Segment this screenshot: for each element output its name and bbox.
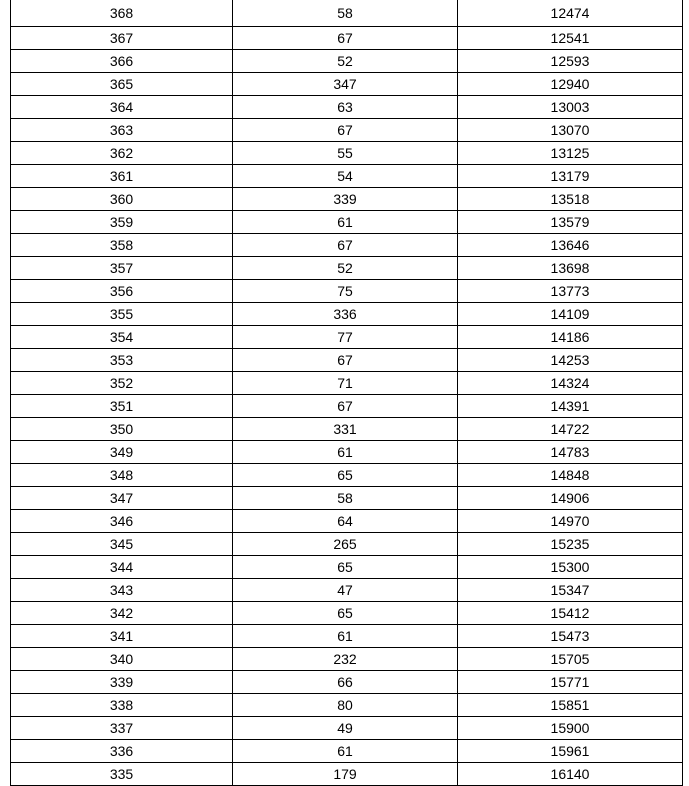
cumulative-cell: 15900 — [458, 717, 683, 740]
table-row — [11, 326, 683, 349]
table-row — [11, 96, 683, 119]
count-cell: 55 — [233, 142, 458, 165]
cumulative-cell: 15412 — [458, 602, 683, 625]
table-row — [11, 694, 683, 717]
cumulative-cell: 14848 — [458, 464, 683, 487]
score-cell: 367 — [11, 27, 233, 50]
count-cell: 61 — [233, 441, 458, 464]
count-cell: 47 — [233, 579, 458, 602]
score-cell: 338 — [11, 694, 233, 717]
table-row — [11, 740, 683, 763]
table-row — [11, 349, 683, 372]
count-cell: 61 — [233, 740, 458, 763]
score-cell: 366 — [11, 50, 233, 73]
table-row — [11, 602, 683, 625]
table-row — [11, 556, 683, 579]
cumulative-cell: 14391 — [458, 395, 683, 418]
cumulative-cell: 14253 — [458, 349, 683, 372]
score-cell: 345 — [11, 533, 233, 556]
cumulative-cell: 13773 — [458, 280, 683, 303]
score-cell: 368 — [11, 0, 233, 27]
score-cell: 355 — [11, 303, 233, 326]
score-cell: 352 — [11, 372, 233, 395]
score-cell: 348 — [11, 464, 233, 487]
cumulative-cell: 15771 — [458, 671, 683, 694]
count-cell: 71 — [233, 372, 458, 395]
cumulative-cell: 15235 — [458, 533, 683, 556]
table-row — [11, 211, 683, 234]
count-cell: 58 — [233, 487, 458, 510]
cumulative-cell: 13579 — [458, 211, 683, 234]
score-cell: 349 — [11, 441, 233, 464]
table-row — [11, 142, 683, 165]
cumulative-cell: 14324 — [458, 372, 683, 395]
cumulative-cell: 15473 — [458, 625, 683, 648]
cumulative-cell: 14109 — [458, 303, 683, 326]
score-cell: 365 — [11, 73, 233, 96]
table-row — [11, 464, 683, 487]
score-cell: 347 — [11, 487, 233, 510]
table-row — [11, 418, 683, 441]
cumulative-cell: 16140 — [458, 763, 683, 786]
cumulative-cell: 13179 — [458, 165, 683, 188]
score-cell: 339 — [11, 671, 233, 694]
cumulative-cell: 14186 — [458, 326, 683, 349]
score-cell: 342 — [11, 602, 233, 625]
score-cell: 358 — [11, 234, 233, 257]
score-cell: 357 — [11, 257, 233, 280]
count-cell: 67 — [233, 234, 458, 257]
count-cell: 265 — [233, 533, 458, 556]
table-row — [11, 441, 683, 464]
count-cell: 65 — [233, 602, 458, 625]
cumulative-cell: 12593 — [458, 50, 683, 73]
count-cell: 52 — [233, 257, 458, 280]
score-cell: 335 — [11, 763, 233, 786]
table-row — [11, 579, 683, 602]
count-cell: 49 — [233, 717, 458, 740]
score-cell: 356 — [11, 280, 233, 303]
score-cell: 351 — [11, 395, 233, 418]
count-cell: 75 — [233, 280, 458, 303]
cumulative-cell: 14722 — [458, 418, 683, 441]
count-cell: 336 — [233, 303, 458, 326]
score-cell: 363 — [11, 119, 233, 142]
cumulative-cell: 13003 — [458, 96, 683, 119]
score-cell: 350 — [11, 418, 233, 441]
cumulative-cell: 14783 — [458, 441, 683, 464]
cumulative-cell: 12940 — [458, 73, 683, 96]
score-cell: 354 — [11, 326, 233, 349]
score-cell: 346 — [11, 510, 233, 533]
cumulative-cell: 13070 — [458, 119, 683, 142]
table-row — [11, 648, 683, 671]
cumulative-cell: 14970 — [458, 510, 683, 533]
table-row — [11, 303, 683, 326]
table-row — [11, 257, 683, 280]
count-cell: 80 — [233, 694, 458, 717]
count-cell: 54 — [233, 165, 458, 188]
cumulative-cell: 15851 — [458, 694, 683, 717]
table-row — [11, 165, 683, 188]
count-cell: 52 — [233, 50, 458, 73]
count-cell: 61 — [233, 211, 458, 234]
count-cell: 331 — [233, 418, 458, 441]
score-cell: 353 — [11, 349, 233, 372]
cumulative-cell: 12541 — [458, 27, 683, 50]
count-cell: 67 — [233, 119, 458, 142]
count-cell: 339 — [233, 188, 458, 211]
score-cell: 362 — [11, 142, 233, 165]
score-table — [10, 0, 683, 786]
table-row — [11, 73, 683, 96]
score-cell: 361 — [11, 165, 233, 188]
count-cell: 77 — [233, 326, 458, 349]
table-row — [11, 625, 683, 648]
score-cell: 360 — [11, 188, 233, 211]
count-cell: 65 — [233, 556, 458, 579]
score-table-container — [10, 0, 682, 786]
table-row — [11, 763, 683, 786]
score-cell: 340 — [11, 648, 233, 671]
count-cell: 179 — [233, 763, 458, 786]
score-cell: 359 — [11, 211, 233, 234]
table-row — [11, 671, 683, 694]
count-cell: 232 — [233, 648, 458, 671]
score-cell: 344 — [11, 556, 233, 579]
count-cell: 61 — [233, 625, 458, 648]
score-table-body — [11, 0, 683, 786]
table-row — [11, 119, 683, 142]
cumulative-cell: 15300 — [458, 556, 683, 579]
cumulative-cell: 12474 — [458, 0, 683, 27]
table-row — [11, 0, 683, 27]
score-cell: 343 — [11, 579, 233, 602]
cumulative-cell: 15705 — [458, 648, 683, 671]
count-cell: 64 — [233, 510, 458, 533]
table-row — [11, 280, 683, 303]
table-row — [11, 50, 683, 73]
table-row — [11, 234, 683, 257]
cumulative-cell: 13646 — [458, 234, 683, 257]
count-cell: 67 — [233, 349, 458, 372]
cumulative-cell: 13698 — [458, 257, 683, 280]
count-cell: 58 — [233, 0, 458, 27]
count-cell: 65 — [233, 464, 458, 487]
table-row — [11, 188, 683, 211]
count-cell: 67 — [233, 395, 458, 418]
cumulative-cell: 15961 — [458, 740, 683, 763]
table-row — [11, 717, 683, 740]
cumulative-cell: 14906 — [458, 487, 683, 510]
table-row — [11, 395, 683, 418]
count-cell: 63 — [233, 96, 458, 119]
count-cell: 67 — [233, 27, 458, 50]
table-row — [11, 487, 683, 510]
score-cell: 337 — [11, 717, 233, 740]
score-cell: 364 — [11, 96, 233, 119]
table-row — [11, 533, 683, 556]
cumulative-cell: 13125 — [458, 142, 683, 165]
table-row — [11, 27, 683, 50]
table-row — [11, 510, 683, 533]
cumulative-cell: 15347 — [458, 579, 683, 602]
cumulative-cell: 13518 — [458, 188, 683, 211]
score-cell: 336 — [11, 740, 233, 763]
table-row — [11, 372, 683, 395]
count-cell: 66 — [233, 671, 458, 694]
score-cell: 341 — [11, 625, 233, 648]
count-cell: 347 — [233, 73, 458, 96]
